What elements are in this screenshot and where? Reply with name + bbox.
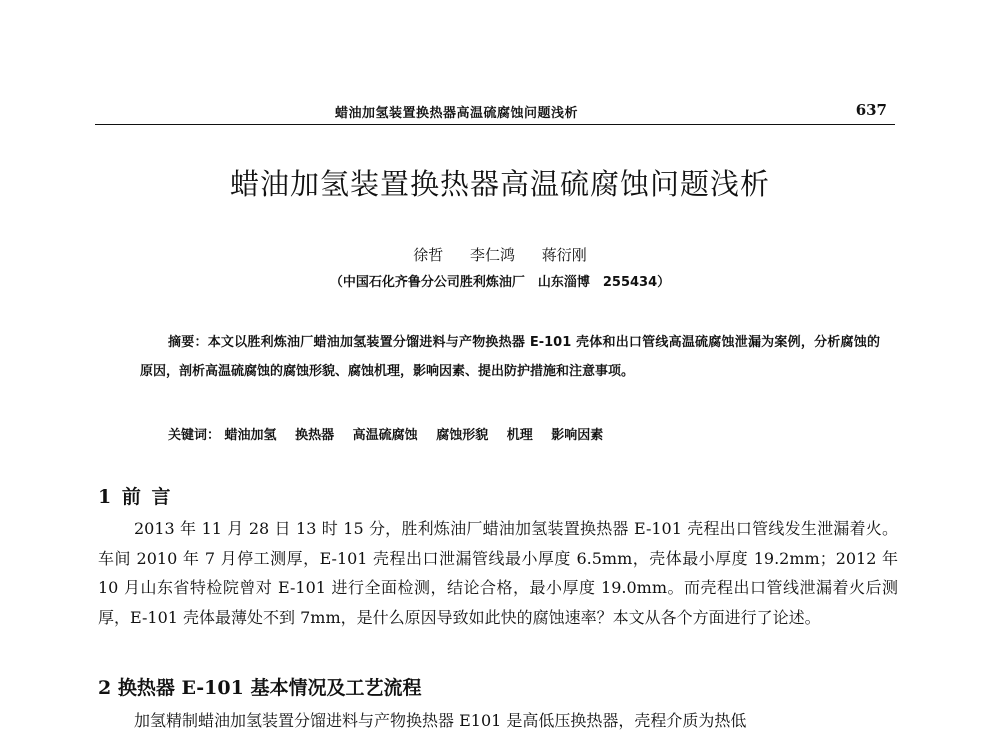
paper-title: 蜡油加氢装置换热器高温硫腐蚀问题浅析: [229, 167, 770, 201]
introduction-paragraph: 2013 年 11 月 28 日 13 时 15 分，胜利炼油厂蜡油加氢装置换热器 E-101 壳程出口管线发生泄漏着火。车间 2010 年 7 月停工测厚，E-101 壳程出口泄漏管线最小厚度 6.5mm，壳体最小厚度 19.2mm；2012 年 10 月山东省特检院曾对 E-101 进行全面检测，结论合格，最小厚度 19.0mm。而壳程出口管线泄漏着火后测厚，E-101 壳体最薄处不到 7mm，是什么原因导致如此快的腐蚀速率？本文从各个方面进行了论述。: [98, 519, 898, 627]
section-heading-exchanger: 2 换热器 E-101 基本情况及工艺流程: [98, 677, 422, 699]
keywords: [168, 424, 878, 443]
running-header: [95, 98, 895, 125]
author-list: [0, 244, 1000, 265]
keyword: 蜡油加氢: [224, 428, 277, 443]
abstract: [140, 328, 880, 386]
affiliation: （中国石化齐鲁分公司胜利炼油厂 山东淄博 255434）: [329, 275, 671, 290]
abstract-label: 摘要：: [168, 335, 208, 350]
keywords-label: 关键词：: [168, 428, 221, 443]
keyword: 机理: [506, 428, 533, 443]
author-name: 李仁鸿: [469, 246, 515, 264]
author-name: 蒋衍刚: [541, 246, 587, 264]
keyword: 腐蚀形貌: [436, 428, 489, 443]
author-name: 徐哲: [413, 246, 444, 264]
running-title: 蜡油加氢装置换热器高温硫腐蚀问题浅析: [335, 106, 579, 121]
keyword: 高温硫腐蚀: [352, 428, 418, 443]
page-number: 637: [855, 101, 887, 119]
abstract-text: 本文以胜利炼油厂蜡油加氢装置分馏进料与产物换热器 E-101 壳体和出口管线高温硫腐蚀泄漏为案例，分析腐蚀的原因，剖析高温硫腐蚀的腐蚀形貌、腐蚀机理，影响因素、提出防护措施和注意事项。: [140, 335, 880, 379]
keyword: 影响因素: [551, 428, 604, 443]
section-heading-introduction: 1 前 言: [98, 486, 173, 508]
keyword: 换热器: [295, 428, 335, 443]
exchanger-paragraph: 加氢精制蜡油加氢装置分馏进料与产物换热器 E101 是高低压换热器，壳程介质为热低: [134, 711, 747, 730]
